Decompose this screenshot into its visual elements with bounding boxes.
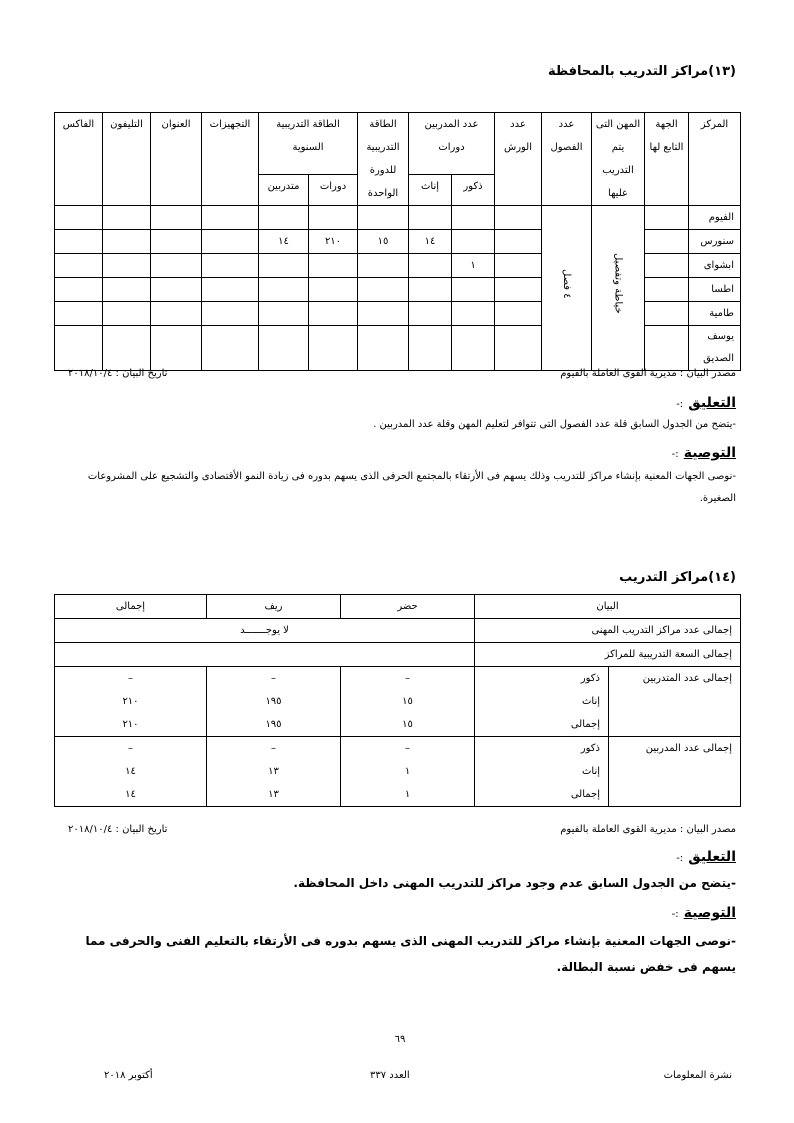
footer-month: أكتوبر ٢٠١٨	[104, 1070, 153, 1081]
rural-value: ١٣	[207, 783, 341, 807]
trainees-value: ١٤	[259, 230, 309, 254]
center-name: اطسا	[689, 278, 741, 302]
none-label: لا يوجـــــــد	[55, 619, 475, 643]
male-value	[452, 302, 495, 326]
header-rural: ريف	[207, 595, 341, 619]
comment-heading-suffix: :-	[676, 853, 684, 864]
sub-label: ذكور	[475, 667, 609, 691]
header-professions: المهن التى يتم التدريب عليها	[592, 113, 645, 206]
sub-label: إناث	[475, 690, 609, 713]
date-note: تاريخ البيان : ٢٠١٨/١٠/٤	[68, 824, 168, 835]
courses-value	[309, 254, 358, 278]
recommendation-heading	[672, 902, 736, 921]
recommendation-text: -نوصى الجهات المعنية بإنشاء مراكز للتدريب وذلك يسهم فى الأرتقاء بالمجتمع الحرفى الذى يسهم بدوره فى زيادة النمو الأقتصادى والتشجيع على المشروعات الصغيرة.	[87, 471, 736, 504]
trainees-group-label: إجمالى عدد المتدربين	[609, 667, 741, 737]
training-centers-table	[54, 112, 741, 371]
merged-classes-cell	[542, 206, 592, 371]
profession-label: خياطة وتفصيل	[612, 253, 624, 314]
urban-value: –	[341, 737, 475, 761]
table-row	[55, 619, 741, 643]
header-classes: عدد الفصول	[542, 113, 592, 206]
recommendation-heading	[672, 442, 736, 461]
header-capacity-session: الطاقة التدريبية للدورة الواحدة	[358, 113, 409, 206]
header-trainers: عدد المدربين دورات	[409, 113, 495, 175]
header-total: إجمالى	[55, 595, 207, 619]
comment-text: -يتضح من الجدول السابق عدم وجود مراكز للتدريب المهنى داخل المحافظة.	[293, 876, 736, 890]
header-capacity-annual: الطاقة التدريبية السنوية	[259, 113, 358, 175]
table-row	[55, 667, 741, 691]
rural-value: ١٩٥	[207, 713, 341, 737]
table-row	[55, 206, 741, 230]
trainees-value	[259, 206, 309, 230]
center-name: سنورس	[689, 230, 741, 254]
comment-heading-text: التعليق	[688, 849, 736, 865]
header-address: العنوان	[151, 113, 202, 206]
row-centers-label: إجمالى عدد مراكز التدريب المهنى	[475, 619, 741, 643]
recommendation-text: -نوصى الجهات المعنية بإنشاء مراكز للتدريب المهنى الذى يسهم بدوره فى الأرتقاء بالتعليم الفنى والحرفى مما يسهم فى خفض نسبة البطالة.	[85, 934, 736, 974]
female-value	[409, 254, 452, 278]
footer-issue: العدد ٣٣٧	[370, 1070, 410, 1081]
section-13-title: (١٣)مراكز التدريب بالمحافظة	[547, 64, 736, 79]
header-male: ذكور	[452, 174, 495, 205]
header-trainees: متدربين	[259, 174, 309, 205]
courses-value: ٢١٠	[309, 230, 358, 254]
male-value	[452, 326, 495, 371]
total-value: ١٤	[55, 783, 207, 807]
header-fax: الفاكس	[55, 113, 103, 206]
urban-value: –	[341, 667, 475, 691]
urban-value: ١	[341, 760, 475, 783]
merged-profession-cell	[592, 206, 645, 371]
female-value	[409, 206, 452, 230]
total-value: –	[55, 667, 207, 691]
training-summary-table	[54, 594, 741, 807]
comment-heading-suffix: :-	[676, 399, 684, 410]
female-value	[409, 326, 452, 371]
trainees-value	[259, 254, 309, 278]
header-phone: التليفون	[103, 113, 151, 206]
total-value: ٢١٠	[55, 713, 207, 737]
comment-text: -يتضح من الجدول السابق قلة عدد الفصول التى تتوافر لتعليم المهن وقلة عدد المدربين .	[373, 419, 736, 430]
sub-label: إجمالى	[475, 783, 609, 807]
capacity-value	[358, 278, 409, 302]
classes-label: ٤ فصل	[561, 268, 572, 299]
table-header-row	[55, 113, 741, 175]
rural-value: –	[207, 667, 341, 691]
table-row	[55, 737, 741, 761]
center-name: ابشواى	[689, 254, 741, 278]
female-value: ١٤	[409, 230, 452, 254]
female-value	[409, 302, 452, 326]
header-equipment: التجهيزات	[202, 113, 259, 206]
trainees-value	[259, 302, 309, 326]
comment-heading	[676, 392, 736, 411]
header-center: المركز	[689, 113, 741, 206]
trainees-value	[259, 326, 309, 371]
courses-value	[309, 206, 358, 230]
male-value	[452, 206, 495, 230]
table-row	[55, 643, 741, 667]
source-note: مصدر البيان : مديرية القوى العاملة بالفيوم	[560, 368, 736, 379]
row-capacity-label: إجمالى السعة التدريبية للمراكز	[475, 643, 741, 667]
section-14-title: (١٤)مراكز التدريب	[619, 570, 736, 585]
trainees-value	[259, 278, 309, 302]
header-female: إناث	[409, 174, 452, 205]
center-name: الفيوم	[689, 206, 741, 230]
center-name: يوسف الصديق	[689, 326, 741, 371]
rural-value: ١٩٥	[207, 690, 341, 713]
capacity-value	[358, 302, 409, 326]
courses-value	[309, 278, 358, 302]
header-urban: حضر	[341, 595, 475, 619]
urban-value: ١	[341, 783, 475, 807]
capacity-value: ١٥	[358, 230, 409, 254]
table-header-row	[55, 595, 741, 619]
trainers-group-label: إجمالى عدد المدربين	[609, 737, 741, 807]
sub-label: ذكور	[475, 737, 609, 761]
male-value: ١	[452, 254, 495, 278]
capacity-value	[358, 254, 409, 278]
header-courses: دورات	[309, 174, 358, 205]
source-note: مصدر البيان : مديرية القوى العاملة بالفيوم	[560, 824, 736, 835]
capacity-value	[358, 326, 409, 371]
female-value	[409, 278, 452, 302]
recommendation-heading-suffix: :-	[671, 909, 679, 920]
total-value: ١٤	[55, 760, 207, 783]
urban-value: ١٥	[341, 690, 475, 713]
male-value	[452, 230, 495, 254]
date-note: تاريخ البيان : ٢٠١٨/١٠/٤	[68, 368, 168, 379]
page-number: ٦٩	[394, 1034, 406, 1045]
male-value	[452, 278, 495, 302]
total-value: ٢١٠	[55, 690, 207, 713]
comment-heading-text: التعليق	[688, 395, 736, 411]
footer-publication: نشرة المعلومات	[663, 1070, 732, 1081]
rural-value: –	[207, 737, 341, 761]
sub-label: إجمالى	[475, 713, 609, 737]
header-affiliated: الجهة التابع لها	[645, 113, 689, 206]
urban-value: ١٥	[341, 713, 475, 737]
courses-value	[309, 302, 358, 326]
recommendation-heading-text: التوصية	[683, 445, 736, 461]
capacity-value	[358, 206, 409, 230]
total-value: –	[55, 737, 207, 761]
rural-value: ١٣	[207, 760, 341, 783]
sub-label: إناث	[475, 760, 609, 783]
recommendation-heading-suffix: :-	[671, 449, 679, 460]
header-workshops: عدد الورش	[495, 113, 542, 206]
comment-heading	[676, 846, 736, 865]
courses-value	[309, 326, 358, 371]
center-name: طامية	[689, 302, 741, 326]
recommendation-heading-text: التوصية	[683, 905, 736, 921]
header-statement: البيان	[475, 595, 741, 619]
